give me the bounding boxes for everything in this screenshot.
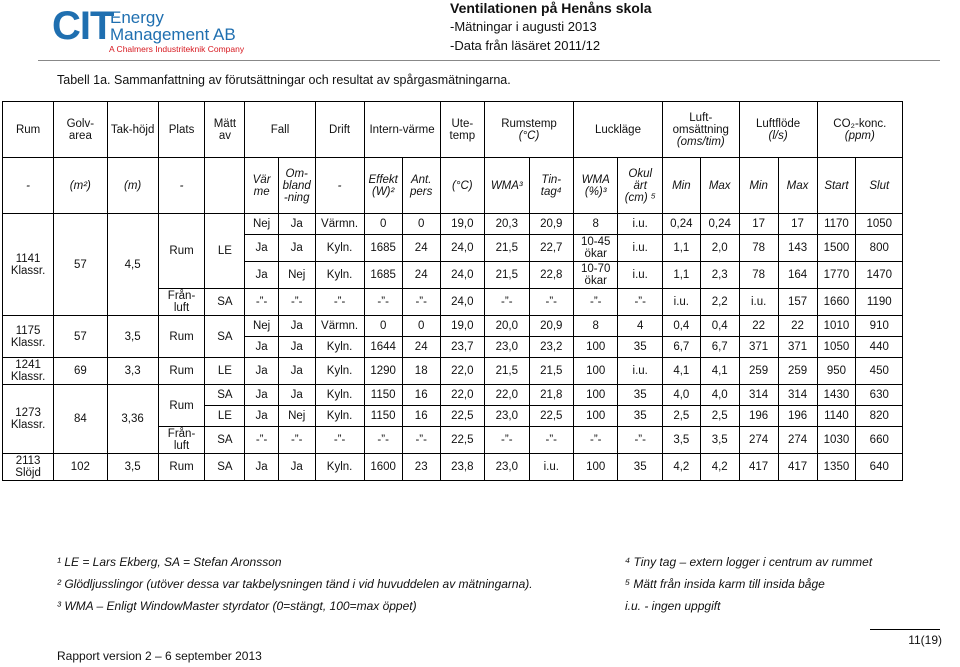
cell-value: 8	[574, 316, 618, 337]
cell-value: -”-	[278, 427, 315, 454]
cell-value: 21,8	[529, 385, 573, 406]
cell-value: 1140	[817, 406, 856, 427]
cell-plats: Från-luft	[158, 427, 205, 454]
cell-value: 1,1	[662, 262, 700, 289]
cell-value: Ja	[245, 358, 278, 385]
cell-matt: SA	[205, 454, 245, 481]
cell-tak: 3,36	[107, 385, 158, 454]
cell-value: Ja	[245, 235, 278, 262]
cell-value: 1430	[817, 385, 856, 406]
cell-value: 0,4	[700, 316, 739, 337]
cell-value: i.u.	[662, 289, 700, 316]
cell-value: -”-	[402, 289, 440, 316]
cell-value: 640	[856, 454, 903, 481]
cell-value: 78	[739, 235, 778, 262]
cell-value: 371	[739, 337, 778, 358]
col-internvarme: Intern-värme	[364, 102, 440, 158]
cell-value: 417	[739, 454, 778, 481]
cell-value: 4,0	[662, 385, 700, 406]
cell-value: 22,5	[440, 406, 484, 427]
unit-cell: Om-bland -ning	[278, 158, 315, 214]
cell-area: 102	[54, 454, 107, 481]
footnote-5: ⁵ Mätt från insida karm till insida båge	[625, 577, 825, 591]
cell-value: 22,5	[529, 406, 573, 427]
cell-value: -”-	[315, 289, 364, 316]
cell-value: Nej	[245, 214, 278, 235]
unit-cell: -	[315, 158, 364, 214]
cell-value: 21,5	[485, 262, 529, 289]
cell-plats: Rum	[158, 214, 205, 289]
cell-value: -”-	[245, 427, 278, 454]
cell-value: 24,0	[440, 289, 484, 316]
cell-rum: 1175 Klassr.	[3, 316, 54, 358]
cell-value: Nej	[278, 262, 315, 289]
cell-value: 22,7	[529, 235, 573, 262]
cell-area: 84	[54, 385, 107, 454]
cell-value: 100	[574, 385, 618, 406]
cell-value: Kyln.	[315, 385, 364, 406]
cell-value: 22	[778, 316, 817, 337]
header-row-2	[3, 158, 950, 214]
cell-value: Kyln.	[315, 358, 364, 385]
cell-value: 0	[402, 316, 440, 337]
page-number-rule	[870, 629, 940, 630]
cell-plats: Rum	[158, 385, 205, 427]
cell-value: 17	[778, 214, 817, 235]
cell-value: 450	[856, 358, 903, 385]
cell-value: Nej	[245, 316, 278, 337]
cell-plats: Rum	[158, 358, 205, 385]
cell-value: -”-	[574, 289, 618, 316]
cell-value: 1644	[364, 337, 402, 358]
unit-cell: -	[158, 158, 205, 214]
cell-value: 19,0	[440, 214, 484, 235]
cell-value: 1770	[817, 262, 856, 289]
unit-cell: Vär me	[245, 158, 278, 214]
cell-rum: 2113 Slöjd	[3, 454, 54, 481]
cell-value: 0	[402, 214, 440, 235]
cell-plats: Från-luft	[158, 289, 205, 316]
company-logo-mark: CIT	[52, 4, 114, 48]
unit-cell: Start	[817, 158, 856, 214]
cell-value: Värmn.	[315, 214, 364, 235]
cell-value: 10-45 ökar	[574, 235, 618, 262]
cell-value: 6,7	[662, 337, 700, 358]
cell-value: Ja	[245, 262, 278, 289]
cell-value: 8	[574, 214, 618, 235]
col-plats: Plats	[158, 102, 205, 158]
cell-value: -”-	[618, 427, 662, 454]
col-fall: Fall	[245, 102, 315, 158]
cell-value: i.u.	[618, 214, 662, 235]
cell-value: Kyln.	[315, 454, 364, 481]
cell-tak: 3,3	[107, 358, 158, 385]
cell-value: Nej	[278, 406, 315, 427]
cell-value: 1150	[364, 406, 402, 427]
cell-value: 2,0	[700, 235, 739, 262]
cell-value: 1600	[364, 454, 402, 481]
footnote-2: ² Glödljusslingor (utöver dessa var takbelysningen tänd i vid huvuddelen av mätningarna).	[57, 577, 533, 591]
cell-value: 100	[574, 358, 618, 385]
cell-value: Värmn.	[315, 316, 364, 337]
cell-value: 100	[574, 454, 618, 481]
unit-cell: -	[3, 158, 54, 214]
cell-value: i.u.	[618, 235, 662, 262]
cell-value: 2,5	[700, 406, 739, 427]
cell-value: 21,5	[529, 358, 573, 385]
table-row	[3, 385, 950, 406]
cell-value: 16	[402, 406, 440, 427]
cell-value: 157	[778, 289, 817, 316]
company-logo-subtitle: A Chalmers Industriteknik Company	[109, 44, 245, 54]
cell-value: 20,3	[485, 214, 529, 235]
cell-value: 1470	[856, 262, 903, 289]
cell-matt: LE	[205, 406, 245, 427]
col-co2: CO₂-konc. (ppm)	[817, 102, 903, 158]
company-logo-name: Energy Management AB	[110, 8, 236, 44]
cell-value: 660	[856, 427, 903, 454]
cell-value: 1,1	[662, 235, 700, 262]
cell-value: 35	[618, 385, 662, 406]
cell-matt: SA	[205, 427, 245, 454]
table-row	[3, 454, 950, 481]
cell-value: 23,2	[529, 337, 573, 358]
cell-value: Ja	[278, 358, 315, 385]
footnote-4: ⁴ Tiny tag – extern logger i centrum av rummet	[625, 555, 873, 569]
cell-value: 1500	[817, 235, 856, 262]
cell-value: 23,0	[485, 454, 529, 481]
unit-cell: Effekt (W)²	[364, 158, 402, 214]
cell-matt: LE	[205, 214, 245, 289]
unit-cell: Slut	[856, 158, 903, 214]
cell-value: 164	[778, 262, 817, 289]
cell-value: 820	[856, 406, 903, 427]
cell-value: 17	[739, 214, 778, 235]
col-luftomsattning: Luft-omsättning (oms/tim)	[662, 102, 739, 158]
cell-value: Kyln.	[315, 406, 364, 427]
cell-value: 800	[856, 235, 903, 262]
unit-cell: (m)	[107, 158, 158, 214]
cell-value: 4,2	[662, 454, 700, 481]
cell-value: 22,0	[485, 385, 529, 406]
cell-value: -”-	[574, 427, 618, 454]
cell-value: 196	[778, 406, 817, 427]
report-subtitle-2: -Data från läsäret 2011/12	[450, 38, 601, 53]
cell-value: 23	[402, 454, 440, 481]
cell-value: 24,0	[440, 262, 484, 289]
cell-value: i.u.	[529, 454, 573, 481]
cell-value: 23,0	[485, 406, 529, 427]
cell-value: 24	[402, 337, 440, 358]
cell-value: i.u.	[618, 358, 662, 385]
cell-value: 371	[778, 337, 817, 358]
cell-value: 0,4	[662, 316, 700, 337]
table-body	[3, 214, 950, 481]
cell-value: 0	[364, 316, 402, 337]
cell-value: i.u.	[739, 289, 778, 316]
col-lucklage: Luckläge	[574, 102, 663, 158]
table-caption: Tabell 1a. Sammanfattning av förutsättningar och resultat av spårgasmätningarna.	[57, 73, 511, 87]
report-title: Ventilationen på Henåns skola	[450, 0, 652, 16]
cell-rum: 1273 Klassr.	[3, 385, 54, 454]
cell-plats: Rum	[158, 454, 205, 481]
cell-value: Kyln.	[315, 262, 364, 289]
table-row	[3, 316, 950, 337]
cell-value: Ja	[278, 454, 315, 481]
cell-area: 57	[54, 316, 107, 358]
cell-value: Ja	[245, 337, 278, 358]
cell-value: Kyln.	[315, 337, 364, 358]
table-row	[3, 358, 950, 385]
cell-value: 950	[817, 358, 856, 385]
cell-value: 0	[364, 214, 402, 235]
unit-cell: Min	[662, 158, 700, 214]
cell-value: Ja	[245, 385, 278, 406]
unit-cell: Min	[739, 158, 778, 214]
cell-value: 35	[618, 406, 662, 427]
cell-value: 2,2	[700, 289, 739, 316]
col-rum: Rum	[3, 102, 54, 158]
cell-value: 20,0	[485, 316, 529, 337]
cell-value: 35	[618, 337, 662, 358]
page-number: 11(19)	[908, 633, 942, 647]
cell-value: 1350	[817, 454, 856, 481]
cell-value: -”-	[529, 427, 573, 454]
cell-value: 314	[778, 385, 817, 406]
col-matt: Mätt av	[205, 102, 245, 158]
cell-value: 1030	[817, 427, 856, 454]
cell-value: 1685	[364, 262, 402, 289]
cell-value: 630	[856, 385, 903, 406]
cell-value: -”-	[618, 289, 662, 316]
cell-value: 1190	[856, 289, 903, 316]
cell-value: 22,0	[440, 385, 484, 406]
col-drift: Drift	[315, 102, 364, 158]
cell-value: Ja	[278, 316, 315, 337]
cell-value: 23,0	[485, 337, 529, 358]
cell-value: Ja	[245, 454, 278, 481]
cell-value: 4,0	[700, 385, 739, 406]
cell-value: 3,5	[662, 427, 700, 454]
cell-value: 78	[739, 262, 778, 289]
unit-cell: Max	[778, 158, 817, 214]
cell-value: 100	[574, 337, 618, 358]
cell-tak: 4,5	[107, 214, 158, 316]
cell-value: 24	[402, 235, 440, 262]
cell-value: 24,0	[440, 235, 484, 262]
unit-cell: Tin-tag⁴	[529, 158, 573, 214]
cell-value: 23,8	[440, 454, 484, 481]
cell-value: 21,5	[485, 235, 529, 262]
cell-value: 274	[778, 427, 817, 454]
cell-area: 69	[54, 358, 107, 385]
cell-value: 22	[739, 316, 778, 337]
cell-value: 16	[402, 385, 440, 406]
col-utetemp: Ute-temp	[440, 102, 484, 158]
cell-rum: 1241 Klassr.	[3, 358, 54, 385]
col-golvarea: Golv-area	[54, 102, 107, 158]
cell-value: 22,5	[440, 427, 484, 454]
cell-value: 6,7	[700, 337, 739, 358]
cell-value: 259	[778, 358, 817, 385]
cell-value: 4,1	[700, 358, 739, 385]
cell-value: Ja	[278, 385, 315, 406]
cell-value: 3,5	[700, 427, 739, 454]
cell-tak: 3,5	[107, 316, 158, 358]
unit-cell: WMA³	[485, 158, 529, 214]
cell-rum: 1141 Klassr.	[3, 214, 54, 316]
summary-table	[2, 101, 950, 481]
cell-value: 10-70 ökar	[574, 262, 618, 289]
cell-value: 2,5	[662, 406, 700, 427]
unit-cell: (m²)	[54, 158, 107, 214]
cell-value: -”-	[485, 427, 529, 454]
table-row	[3, 214, 950, 235]
cell-value: 1290	[364, 358, 402, 385]
cell-value: Kyln.	[315, 235, 364, 262]
col-takhojd: Tak-höjd	[107, 102, 158, 158]
header-rule	[38, 60, 940, 61]
cell-value: Ja	[278, 337, 315, 358]
footer-version: Rapport version 2 – 6 september 2013	[57, 649, 262, 663]
unit-cell: Max	[700, 158, 739, 214]
cell-value: Ja	[278, 214, 315, 235]
cell-value: 22,8	[529, 262, 573, 289]
cell-tak: 3,5	[107, 454, 158, 481]
col-luftflode: Luftflöde (l/s)	[739, 102, 817, 158]
cell-value: 19,0	[440, 316, 484, 337]
cell-value: -”-	[485, 289, 529, 316]
cell-value: 24	[402, 262, 440, 289]
col-rumstemp: Rumstemp (°C)	[485, 102, 574, 158]
cell-value: 1050	[856, 214, 903, 235]
cell-value: 0,24	[662, 214, 700, 235]
cell-value: 21,5	[485, 358, 529, 385]
footnote-1: ¹ LE = Lars Ekberg, SA = Stefan Aronsson	[57, 555, 282, 569]
unit-cell: (°C)	[440, 158, 484, 214]
cell-value: 20,9	[529, 316, 573, 337]
cell-value: -”-	[364, 427, 402, 454]
footnote-6: i.u. - ingen uppgift	[625, 599, 721, 613]
cell-value: Ja	[278, 235, 315, 262]
unit-cell: Okul ärt (cm) ⁵	[618, 158, 662, 214]
cell-value: 196	[739, 406, 778, 427]
cell-value: 1050	[817, 337, 856, 358]
cell-value: -”-	[364, 289, 402, 316]
cell-matt: SA	[205, 289, 245, 316]
cell-matt: SA	[205, 385, 245, 406]
cell-value: 23,7	[440, 337, 484, 358]
cell-value: 4,2	[700, 454, 739, 481]
cell-value: 1170	[817, 214, 856, 235]
cell-value: 0,24	[700, 214, 739, 235]
cell-value: 143	[778, 235, 817, 262]
cell-value: 100	[574, 406, 618, 427]
cell-value: i.u.	[618, 262, 662, 289]
unit-cell: Ant. pers	[402, 158, 440, 214]
cell-plats: Rum	[158, 316, 205, 358]
cell-area: 57	[54, 214, 107, 316]
cell-value: -”-	[402, 427, 440, 454]
cell-value: 274	[739, 427, 778, 454]
cell-value: 2,3	[700, 262, 739, 289]
report-subtitle-1: -Mätningar i augusti 2013	[450, 19, 597, 34]
cell-value: 314	[739, 385, 778, 406]
cell-value: 910	[856, 316, 903, 337]
cell-matt: SA	[205, 316, 245, 358]
cell-value: -”-	[278, 289, 315, 316]
cell-value: 4	[618, 316, 662, 337]
cell-value: -”-	[245, 289, 278, 316]
cell-value: 20,9	[529, 214, 573, 235]
cell-value: 259	[739, 358, 778, 385]
cell-value: -”-	[315, 427, 364, 454]
cell-matt: LE	[205, 358, 245, 385]
header-row-1	[3, 102, 950, 158]
cell-value: 1010	[817, 316, 856, 337]
cell-value: 22,0	[440, 358, 484, 385]
cell-value: 1660	[817, 289, 856, 316]
unit-cell: WMA (%)³	[574, 158, 618, 214]
cell-value: 4,1	[662, 358, 700, 385]
cell-value: 35	[618, 454, 662, 481]
cell-value: 1685	[364, 235, 402, 262]
cell-value: Ja	[245, 406, 278, 427]
cell-value: -”-	[529, 289, 573, 316]
cell-value: 1150	[364, 385, 402, 406]
cell-value: 417	[778, 454, 817, 481]
cell-value: 440	[856, 337, 903, 358]
footnote-3: ³ WMA – Enligt WindowMaster styrdator (0=stängt, 100=max öppet)	[57, 599, 417, 613]
cell-value: 18	[402, 358, 440, 385]
